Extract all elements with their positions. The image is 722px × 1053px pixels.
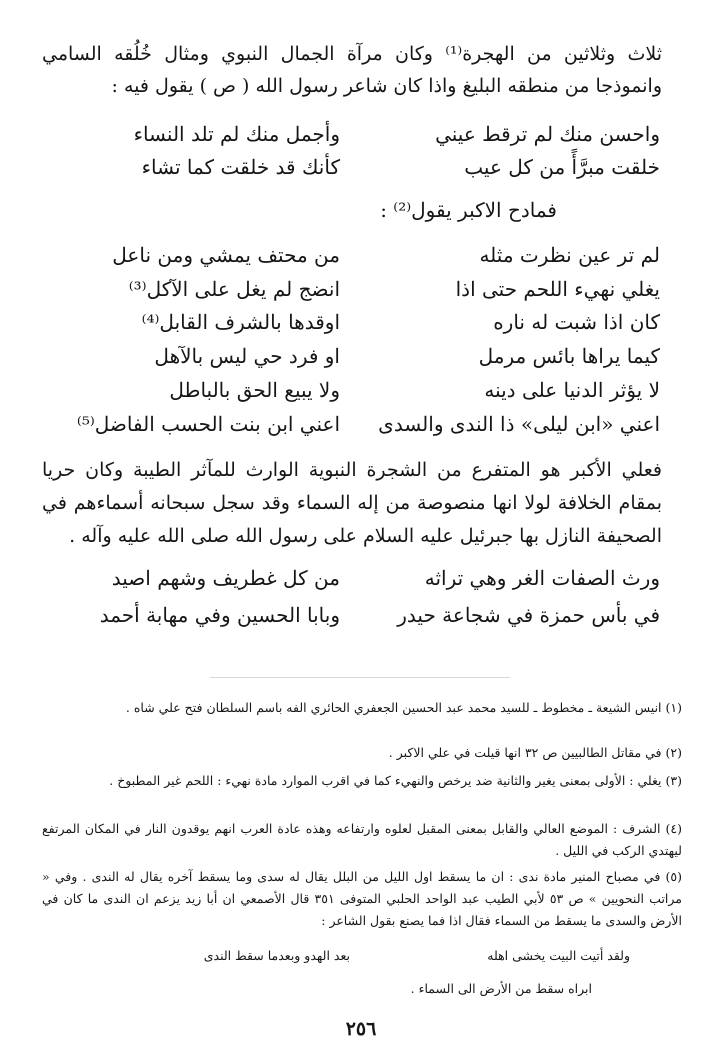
hemistich-first: يغلي نهيء اللحم حتى اذا xyxy=(455,277,660,301)
hemistich-first: ورث الصفات الغر وهي تراثه xyxy=(424,566,660,590)
poem2-verse-2 xyxy=(70,277,660,311)
hemistich-second: اوقدها بالشرف القابل⁽⁴⁾ xyxy=(141,310,340,334)
poem2-verse-1 xyxy=(70,243,660,277)
hemistich-second: من كل غطريف وشهم اصيد xyxy=(111,566,340,590)
hemistich-first: لم تر عين نظرت مثله xyxy=(479,243,660,267)
footnote-3: (٣) يغلي : الأولى بمعنى يغير والثانية ضد يرخص والنهيء كما في اقرب الموارد مادة نهيء : اللحم غير المطبوخ . xyxy=(109,773,682,788)
section-heading: فمادح الاكبر يقول⁽²⁾ : xyxy=(380,198,557,222)
paragraph-line-2: بمقام الخلافة لولا انها منصوصة من إله السماء وقد سجل سبحانه أسماءهم في xyxy=(42,492,662,514)
footnote-4: (٤) الشرف : الموضع العالي والقابل بمعنى المقبل لعلوه وارتفاعه وهذه عادة العرب انهم يوقدون النار في المكان المرتفع ليهتدي الركب في الليل . xyxy=(42,821,682,858)
hemistich-second: انضج لم يغل على الآكل⁽³⁾ xyxy=(128,277,340,301)
intro-line-1: ثلاث وثلاثين من الهجرة⁽¹⁾ وكان مرآة الجمال النبوي ومثال خُلُقه السامي xyxy=(42,43,662,65)
footnote-last-line: ابراه سقط من الأرض الى السماء . xyxy=(410,981,592,996)
footnote-divider xyxy=(210,677,510,678)
hemistich-second: وأجمل منك لم تلد النساء xyxy=(133,122,340,146)
intro-line-2: وانموذجا من منطقه البليغ واذا كان شاعر رسول الله ( ص ) يقول فيه : xyxy=(111,75,662,97)
footnote-2: (٢) في مقاتل الطالبيين ص ٣٢ انها قيلت في علي الاكبر . xyxy=(388,745,682,760)
poem2-verse-4 xyxy=(70,344,660,378)
hemistich-second: ولا يبيع الحق بالباطل xyxy=(169,378,340,402)
hemistich-first: لا يؤثر الدنيا على دينه xyxy=(484,378,660,402)
hemistich-second: بعد الهدو وبعدما سقط الندى xyxy=(203,948,350,963)
hemistich-second: وبابا الحسين وفي مهابة أحمد xyxy=(99,603,340,627)
poem2-verse-6 xyxy=(70,412,660,446)
page-number: ٢٥٦ xyxy=(345,1018,377,1040)
hemistich-second: من محتف يمشي ومن ناعل xyxy=(112,243,340,267)
paragraph-line-1: فعلي الأكبر هو المتفرع من الشجرة النبوية الوارث للمآثر الطيبة وكان حريا xyxy=(42,459,662,481)
hemistich-first: اعني «ابن ليلى» ذا الندى والسدى xyxy=(378,412,660,436)
poem3-verse-2 xyxy=(70,603,660,637)
hemistich-first: في بأس حمزة في شجاعة حيدر xyxy=(397,603,660,627)
poem3-verse-1 xyxy=(70,566,660,600)
footnote-5: (٥) في مصباح المنير مادة ندى : ان ما يسقط اول الليل من البلل يقال له سدى وما يسقط آخره يقال له الندى . وفي « مراتب النحويين » ص ٥٣ لأبي الطيب عبد الواحد الحلبي المتوفى ٣٥١ قال الأصمعي ان أبا زيد يزعم ان الندى ما كان في الأرض والسدى ما يسقط من السماء فقال اذا فما يصنع بقول الشاعر : xyxy=(42,869,683,928)
hemistich-second: او فرد حي ليس بالآهل xyxy=(154,344,340,368)
hemistich-first: كيما يراها بائس مرمل xyxy=(478,344,660,368)
hemistich-first: واحسن منك لم ترقط عيني xyxy=(435,122,660,146)
poem1-verse-2 xyxy=(70,155,660,189)
poem1-verse-1 xyxy=(70,122,660,156)
hemistich-second: كأنك قد خلقت كما تشاء xyxy=(141,155,340,179)
poem2-verse-3 xyxy=(70,310,660,344)
hemistich-second: اعني ابن بنت الحسب الفاضل⁽⁵⁾ xyxy=(76,412,340,436)
footnote-1: (١) انيس الشيعة ـ مخطوط ـ للسيد محمد عبد الحسين الجعفري الحائري الفه باسم السلطان فتح علي شاه . xyxy=(125,700,682,715)
footnote-verse xyxy=(110,948,630,972)
hemistich-first: ولقد أتيت البيت يخشى اهله xyxy=(487,948,630,963)
hemistich-first: كان اذا شبت له ناره xyxy=(493,310,660,334)
paragraph-line-3: الصحيفة النازل بها جبرئيل عليه السلام على رسول الله صلى الله عليه وآله . xyxy=(69,525,662,547)
poem2-verse-5 xyxy=(70,378,660,412)
hemistich-first: خلقت مبرَّأً من كل عيب xyxy=(464,155,660,179)
